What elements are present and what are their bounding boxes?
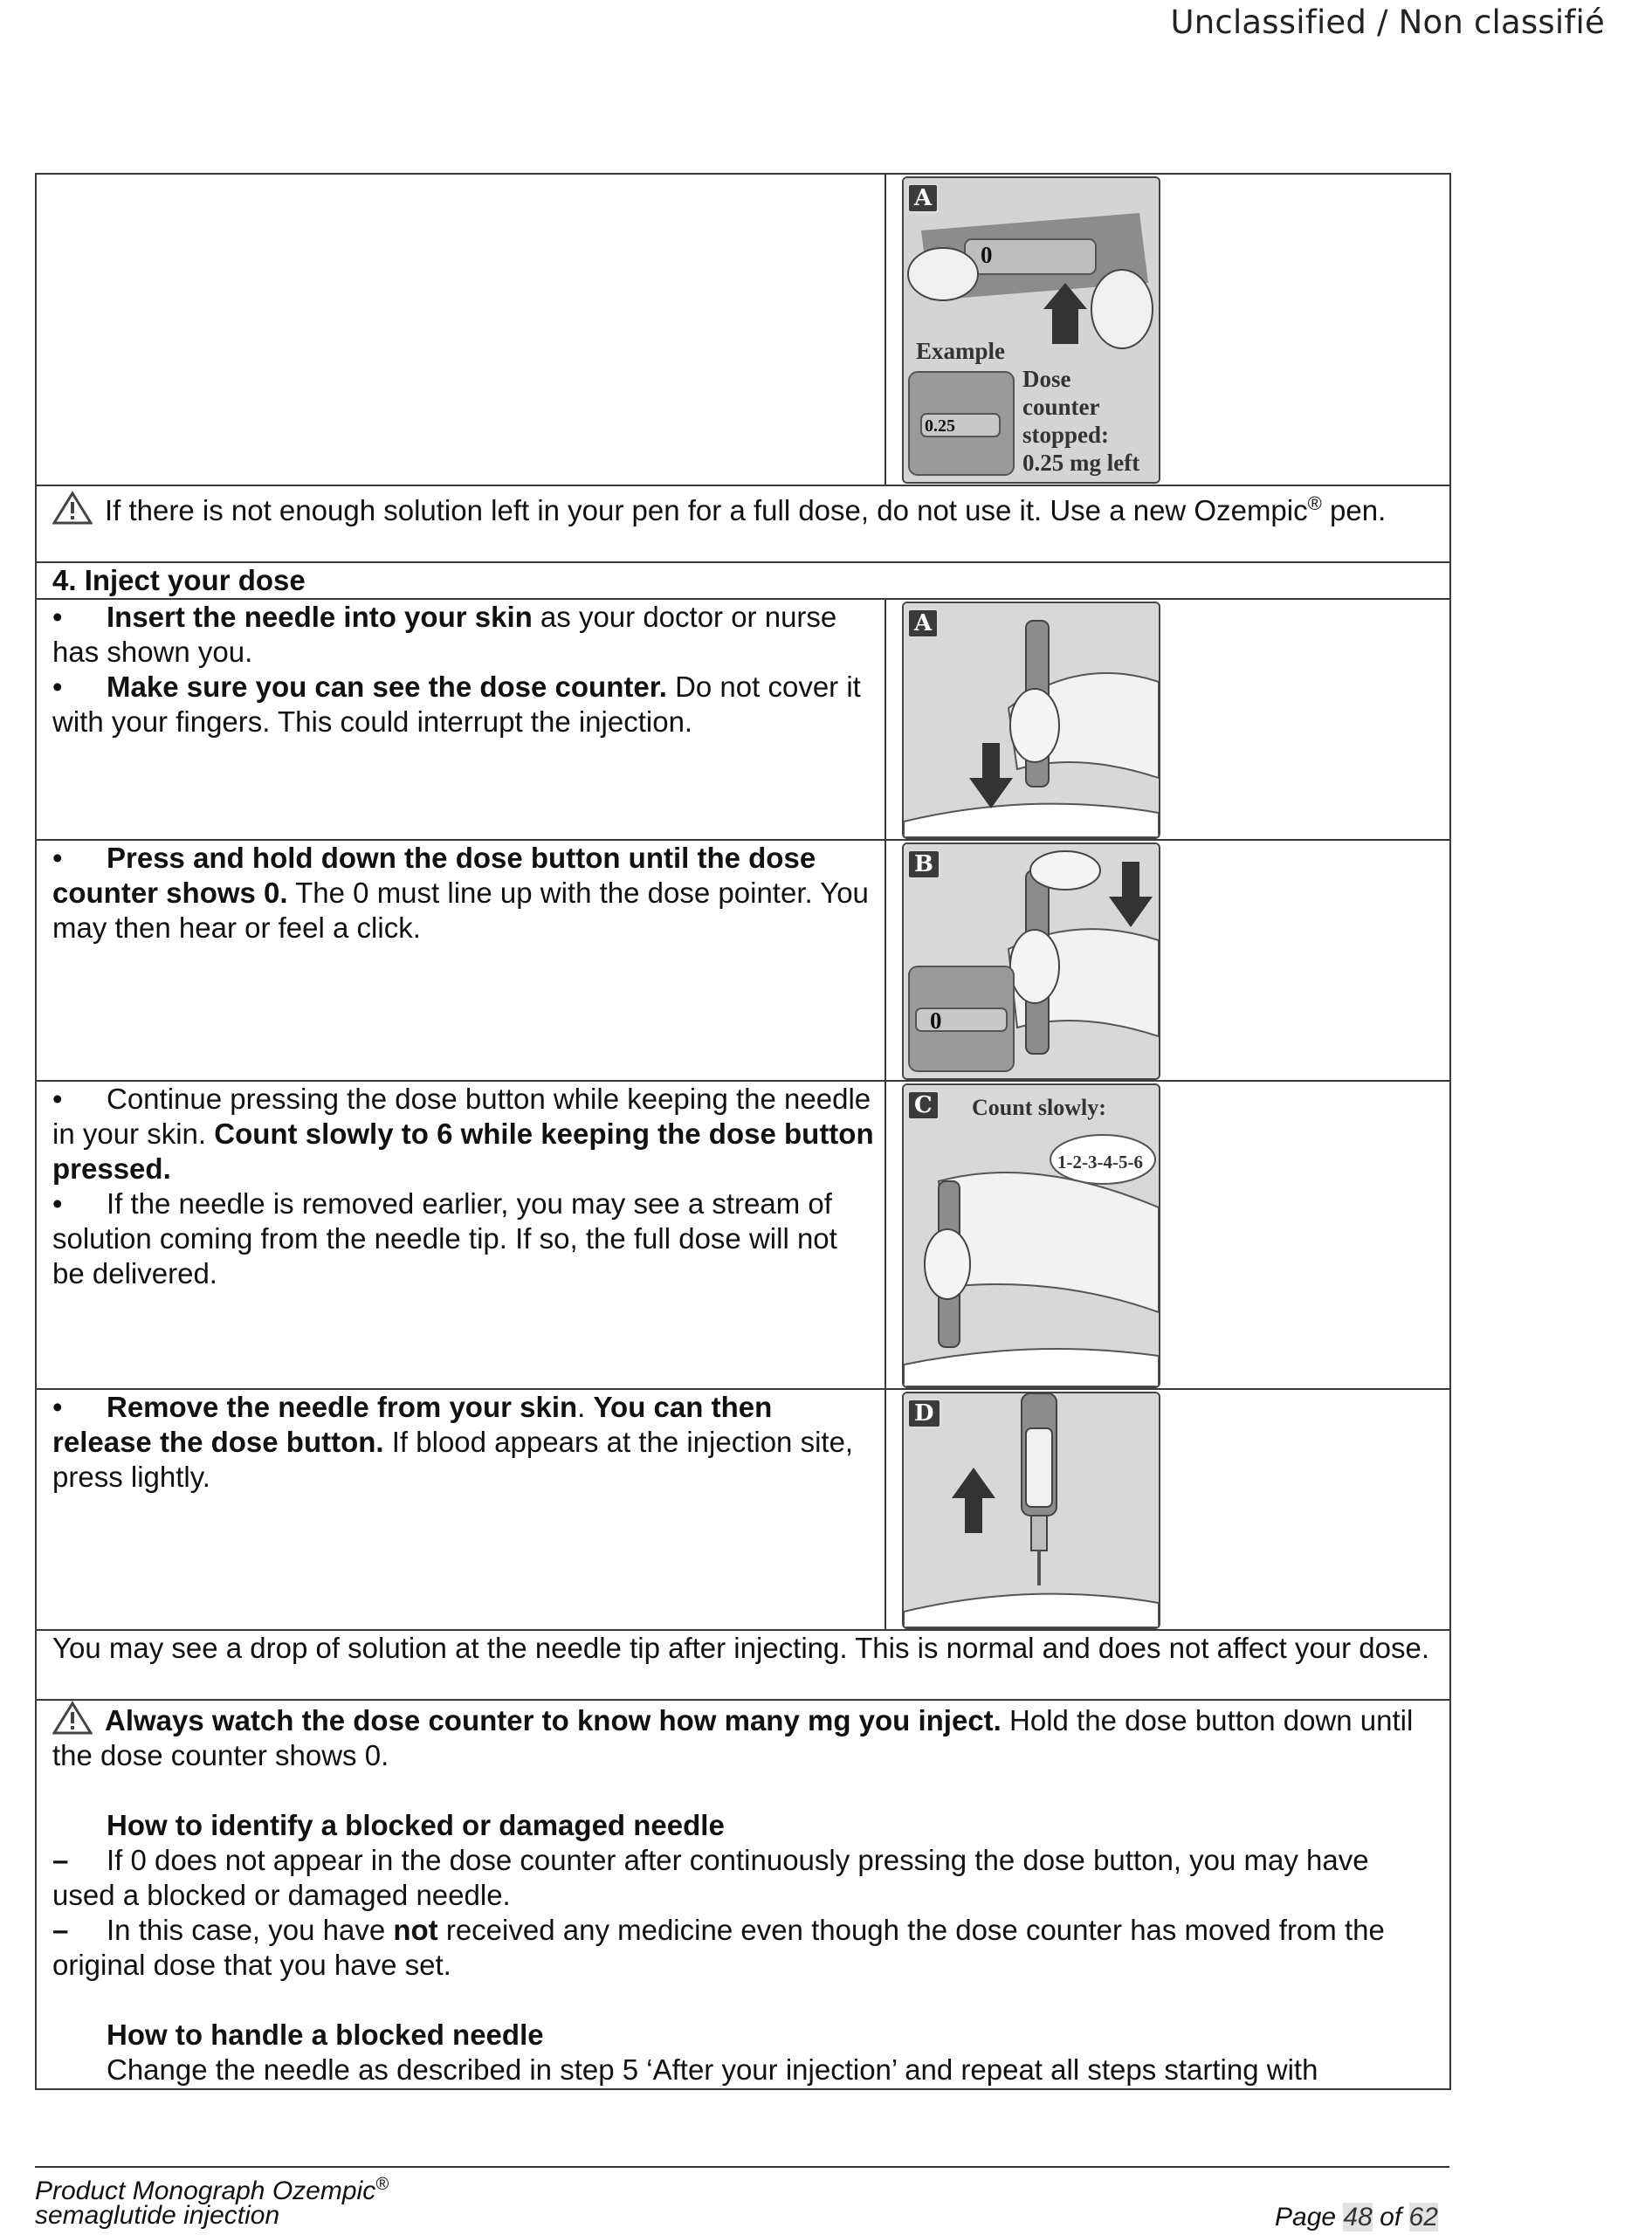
remove-needle-illustration [902, 1392, 1160, 1629]
table-row [36, 485, 1450, 562]
step4-heading: 4. Inject your dose [52, 564, 306, 596]
bold-text: Insert the needle into your skin [107, 601, 533, 633]
text: The 0 must line up with the dose pointer. You may then hear or feel a click. [52, 877, 869, 944]
caption-line: Dose [1022, 366, 1071, 392]
warning-text: If there is not enough solution left in your pen for a full dose, do not use it. Use a new Ozempic [105, 494, 1308, 526]
bold-text: Press and hold down the dose button until the dose counter shows 0. [52, 842, 816, 909]
note-cell [36, 1630, 1450, 1700]
table-row [36, 562, 1450, 599]
counter-example-text: 0.25 [925, 416, 955, 436]
warning-icon [52, 491, 93, 526]
table-row [36, 1389, 1450, 1630]
caption-line: 0.25 mg left [1022, 450, 1140, 476]
bullet: • [52, 601, 63, 633]
figure-cell [885, 174, 1450, 485]
instructions-table [35, 173, 1451, 2090]
figure-tag: C [907, 1090, 940, 1120]
empty-cell [36, 174, 885, 485]
bold-text: Count slowly to 6 while keeping the dose button pressed. [52, 1118, 874, 1185]
figure-tag: B [907, 849, 940, 879]
text: received any medicine even though the dose counter has moved from the original dose that you have set. [52, 1914, 1385, 1981]
figure-cell [885, 599, 1450, 840]
instruction-cell [36, 599, 885, 840]
page-label: Page [1275, 2203, 1337, 2232]
registered-mark: ® [1307, 492, 1322, 514]
text: as your doctor or nurse has shown you. [52, 601, 837, 668]
section-heading [36, 562, 1450, 599]
bullet: • [52, 842, 63, 874]
warning-tail: pen. [1321, 494, 1387, 526]
page-number [1275, 2202, 1438, 2233]
caption-line: stopped: [1022, 422, 1110, 448]
watch-counter-cell [36, 1700, 1450, 2089]
figure-cell [885, 1081, 1450, 1389]
bold-text: Make sure you can see the dose counter. [107, 670, 667, 703]
page-current: 48 [1343, 2203, 1373, 2232]
table-row [36, 174, 1450, 485]
dose-counter-illustration-a [902, 176, 1160, 484]
registered-mark: ® [375, 2175, 389, 2194]
text: . [577, 1391, 594, 1423]
warning-icon [52, 1701, 93, 1736]
figure-tag: A [907, 183, 939, 213]
text: If the needle is removed earlier, you may see a stream of solution coming from the needle tip. If so, the full dose will not be delivered. [52, 1187, 837, 1289]
of-label: of [1380, 2203, 1402, 2232]
bullet: • [52, 670, 63, 703]
page-total: 62 [1408, 2203, 1438, 2232]
count-sequence: 1-2-3-4-5-6 [1057, 1152, 1143, 1173]
bullet: • [52, 1187, 63, 1220]
text: In this case, you have [107, 1914, 394, 1946]
figure-cell [885, 840, 1450, 1081]
handle-text: Change the needle as described in step 5 ‘After your injection’ and repeat all steps starting with [107, 2053, 1318, 2086]
instruction-cell [36, 840, 885, 1081]
bold-text: You can then release the dose button. [52, 1391, 773, 1458]
table-row [36, 1700, 1450, 2089]
footer-subtitle: semaglutide injection [35, 2201, 280, 2230]
figure-tag: D [907, 1399, 941, 1428]
warning-cell [36, 485, 1450, 562]
figure-tag: A [907, 609, 939, 638]
press-button-illustration [902, 842, 1160, 1080]
bold-text: Always watch the dose counter to know how many mg you inject. [105, 1704, 1002, 1736]
dash: – [52, 1844, 69, 1876]
example-label: Example [916, 338, 1006, 364]
count-slowly-illustration [902, 1083, 1160, 1388]
handle-heading: How to handle a blocked needle [107, 2018, 544, 2051]
bold-text: Remove the needle from your skin [107, 1391, 578, 1423]
dash: – [52, 1914, 69, 1946]
bullet: • [52, 1083, 63, 1115]
bold-text: not [393, 1914, 438, 1946]
counter-text: 0 [930, 1007, 942, 1034]
footer-rule [35, 2166, 1449, 2168]
identify-heading: How to identify a blocked or damaged needle [107, 1809, 725, 1841]
counter-text: 0 [981, 242, 993, 268]
bullet: • [52, 1391, 63, 1423]
count-label: Count slowly: [972, 1095, 1106, 1120]
table-row [36, 1081, 1450, 1389]
instruction-cell [36, 1389, 885, 1630]
text: If blood appears at the injection site, press lightly. [52, 1426, 854, 1493]
insert-needle-illustration [902, 602, 1160, 839]
caption-line: counter [1022, 394, 1100, 420]
table-row [36, 599, 1450, 840]
figure-cell [885, 1389, 1450, 1630]
text: Do not cover it with your fingers. This could interrupt the injection. [52, 670, 861, 738]
text: If 0 does not appear in the dose counter after continuously pressing the dose button, you may have used a blocked or damaged needle. [52, 1844, 1369, 1911]
footer-line1: Product Monograph Ozempic [35, 2177, 376, 2205]
instruction-cell [36, 1081, 885, 1389]
table-row [36, 1630, 1450, 1700]
text: Continue pressing the dose button while keeping the needle in your skin. [52, 1083, 871, 1150]
drop-note: You may see a drop of solution at the needle tip after injecting. This is normal and does not affect your dose. [52, 1632, 1430, 1664]
table-row [36, 840, 1450, 1081]
text: Hold the dose button down until the dose counter shows 0. [52, 1704, 1414, 1771]
classification-label: Unclassified / Non classifié [1170, 3, 1605, 41]
